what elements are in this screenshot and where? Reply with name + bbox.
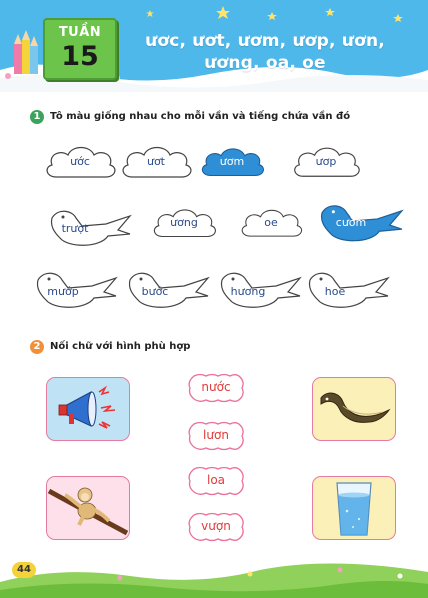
cloud-label: ươt bbox=[146, 155, 165, 168]
task2-instruction: Nối chữ với hình phù hợp bbox=[50, 341, 191, 352]
grass-hills bbox=[0, 548, 428, 598]
water-glass-picture[interactable] bbox=[312, 476, 396, 540]
cloud-shape[interactable] bbox=[288, 141, 364, 183]
bird-label: mướp bbox=[47, 285, 79, 298]
cloud-shape[interactable] bbox=[148, 202, 220, 244]
gibbon-picture[interactable] bbox=[46, 476, 130, 540]
bird-label: bước bbox=[141, 285, 169, 298]
bird-shape[interactable] bbox=[318, 198, 404, 246]
word-label: nước bbox=[201, 380, 231, 394]
cloud-shape[interactable] bbox=[196, 141, 268, 183]
cloud-label: ươm bbox=[219, 155, 245, 168]
lesson-title-line1: ươc, ươt, ươm, ươp, ươn, bbox=[145, 31, 385, 51]
word-card[interactable] bbox=[186, 511, 246, 543]
bird-shape[interactable] bbox=[124, 266, 212, 312]
bird-label: cườm bbox=[335, 216, 367, 229]
page-header bbox=[0, 0, 428, 92]
week-number: 15 bbox=[61, 41, 99, 72]
bird-shape[interactable] bbox=[216, 266, 304, 312]
bird-label: hương bbox=[230, 285, 266, 298]
cloud-label: ươp bbox=[315, 155, 337, 168]
lesson-title-line2: ương, oa, oe bbox=[204, 53, 326, 73]
bird-shape[interactable] bbox=[32, 266, 120, 312]
page-footer bbox=[0, 548, 428, 598]
bird-shape[interactable] bbox=[304, 266, 392, 312]
cloud-shape[interactable] bbox=[236, 202, 306, 244]
eel-icon bbox=[313, 378, 395, 440]
glass-of-water-icon bbox=[313, 477, 395, 539]
megaphone-picture[interactable] bbox=[46, 377, 130, 441]
cloud-shape[interactable] bbox=[116, 141, 196, 183]
bird-label: trượt bbox=[61, 222, 89, 235]
cloud-label: oe bbox=[264, 216, 278, 229]
word-label: lươn bbox=[203, 428, 229, 442]
gibbon-icon bbox=[47, 477, 129, 539]
page-number: 44 bbox=[12, 562, 36, 578]
word-card[interactable] bbox=[186, 465, 246, 497]
megaphone-icon bbox=[47, 378, 129, 440]
eel-picture[interactable] bbox=[312, 377, 396, 441]
task1-instruction: Tô màu giống nhau cho mỗi vần và tiếng chứa vần đó bbox=[50, 111, 351, 122]
task2-number: 2 bbox=[30, 340, 44, 354]
cloud-label: ương bbox=[170, 216, 198, 229]
word-label: loa bbox=[206, 473, 226, 487]
word-label: vượn bbox=[201, 519, 231, 533]
week-badge bbox=[43, 18, 117, 80]
bird-label: hoe bbox=[324, 285, 346, 298]
word-card[interactable] bbox=[186, 420, 246, 452]
task1-number: 1 bbox=[30, 110, 44, 124]
week-label: TUẦN bbox=[58, 25, 102, 40]
cloud-label: ước bbox=[70, 155, 90, 168]
word-card[interactable] bbox=[186, 372, 246, 404]
bird-shape[interactable] bbox=[48, 204, 132, 250]
cloud-shape[interactable] bbox=[40, 141, 120, 183]
